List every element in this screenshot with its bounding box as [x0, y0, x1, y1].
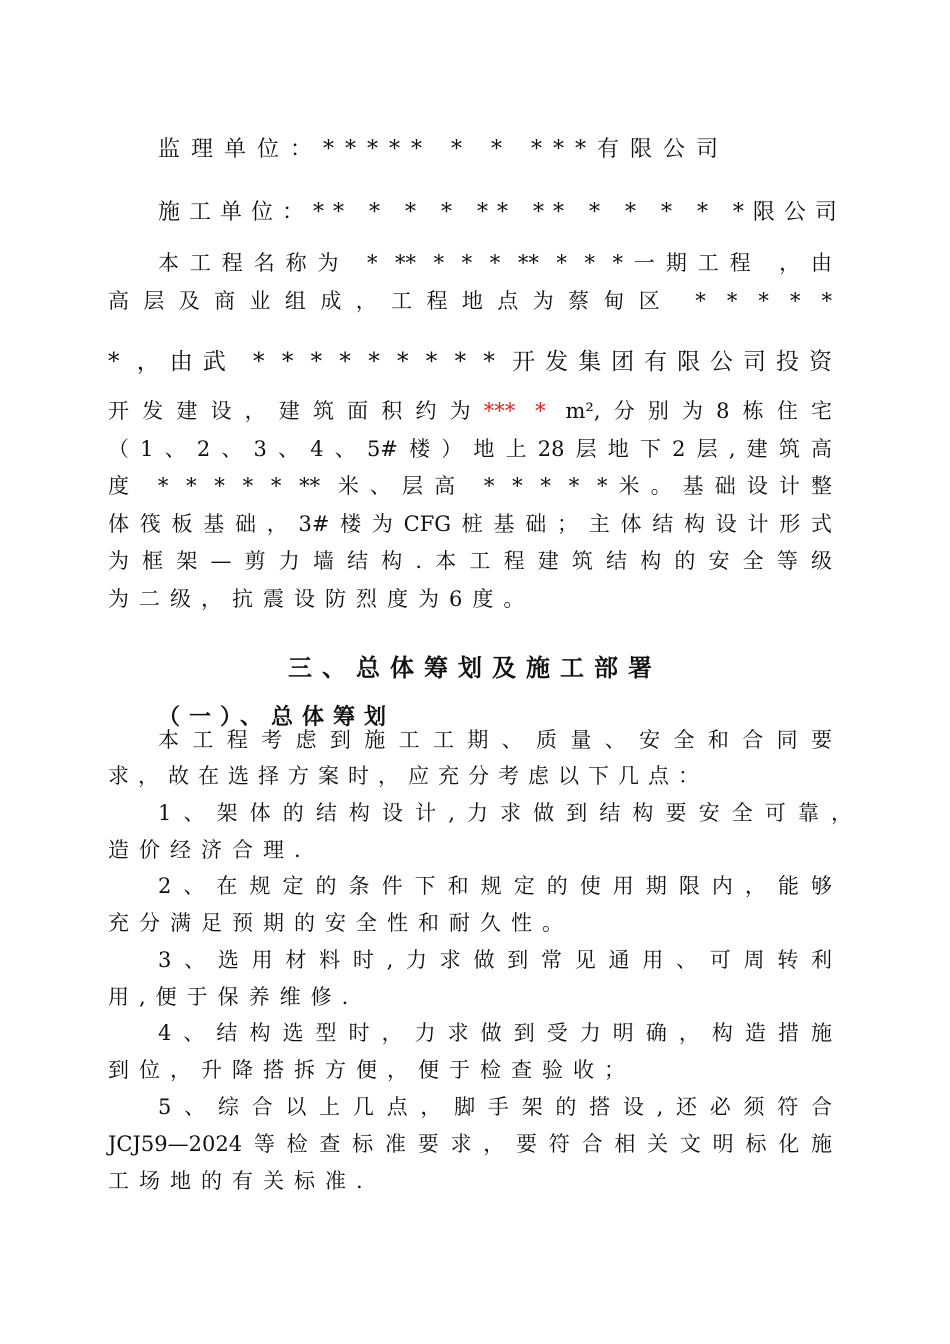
planning-para-line-2: 求，故在选择方案时，应充分考虑以下几点：	[108, 764, 708, 788]
item-5-line-1: 5、综合以上几点，脚手架的搭设,还必须符合	[158, 1095, 832, 1119]
planning-para-line-1: 本工程考虑到施工工期、质量、安全和合同要	[158, 728, 832, 752]
item-2-line-2: 充分满足预期的安全性和耐久性。	[108, 911, 573, 935]
item-2-line-1: 2、在规定的条件下和规定的使用期限内，能够	[158, 874, 832, 898]
item-1-line-2: 造价经济合理.	[108, 838, 311, 862]
item-3-line-1: 3、选用材料时,力求做到常见通用、可周转利	[158, 948, 832, 972]
contractor-line: 施工单位：** * * * ** ** * * * * *限公司	[158, 200, 846, 225]
overview-line-1: 本工程名称为 * ** * * * ** * * *一期工程 ，由	[158, 251, 832, 275]
item-5-line-2: JCJ59—2024等检查标准要求，要符合相关文明标化施	[108, 1132, 832, 1156]
area-unit-text: m²,分别为8栋住宅	[565, 399, 832, 423]
item-3-line-2: 用,便于保养维修.	[108, 985, 359, 1009]
overview-line-5: （1、2、3、4、5#楼）地上28层地下2层,建筑高	[108, 437, 832, 461]
overview-line-8: 为框架—剪力墙结构.本工程建筑结构的安全等级	[108, 549, 832, 573]
item-4-line-2: 到位，升降搭拆方便，便于检查验收；	[108, 1058, 635, 1082]
overview-line-7: 体筏板基础，3#楼为CFG桩基础；主体结构设计形式	[108, 512, 832, 536]
overview-line-2: 高层及商业组成，工程地点为蔡甸区 * * * * *	[108, 289, 832, 313]
overview-line-3: * ，由武 * * * * * * * * * 开发集团有限公司投资	[108, 349, 832, 375]
overview-line-6: 度 * * * * * ** 米、层高 * * * * *米。基础设计整	[108, 474, 832, 498]
item-5-line-3: 工场地的有关标准.	[108, 1169, 373, 1193]
supervisor-line: 监理单位：***** * * ***有限公司	[158, 137, 729, 162]
overview-line-4	[108, 397, 832, 425]
item-4-line-1: 4、结构选型时，力求做到受力明确，构造措施	[158, 1021, 832, 1045]
overview-line-9: 为二级，抗震设防烈度为6度。	[108, 587, 535, 611]
area-label: 开发建设，建筑面积约为	[108, 399, 484, 423]
section-subtitle: （一）、总体筹划	[158, 705, 396, 730]
section-title: 三、总体筹划及施工部署	[288, 654, 662, 682]
item-1-line-1: 1、架体的结构设计,力求做到结构要安全可靠，	[158, 801, 852, 825]
area-value: *** *	[483, 399, 546, 423]
